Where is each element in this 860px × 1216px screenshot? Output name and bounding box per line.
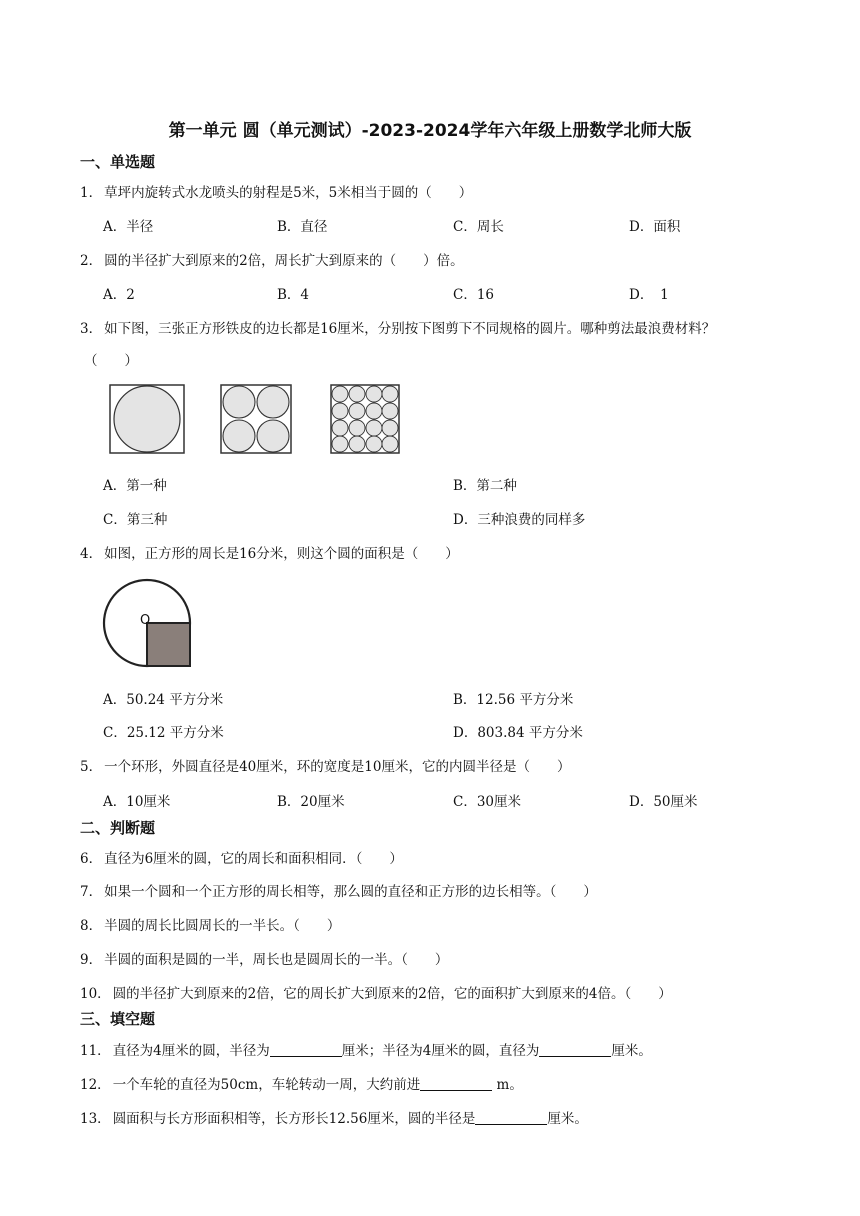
question-number: 8． [80, 918, 103, 934]
q4-option-d: D．803.84 平方分米 [453, 725, 583, 741]
q2-option-c: C．16 [453, 287, 495, 303]
question-text: 草坪内旋转式水龙喷头的射程是5米，5米相当于圆的（ ） [104, 185, 473, 201]
question-9 [80, 948, 448, 968]
q4-option-c: C．25.12 平方分米 [103, 725, 224, 741]
question-text: 直径为4厘米的圆，半径为 [112, 1043, 270, 1059]
question-number: 7． [80, 884, 103, 900]
question-2 [80, 249, 464, 269]
question-number: 5． [80, 759, 103, 775]
q2-option-d: D． 1 [629, 287, 669, 303]
q1-option-b: B．直径 [277, 219, 328, 235]
question-text: 厘米。 [547, 1111, 588, 1127]
question-text: 如下图，三张正方形铁皮的边长都是16厘米，分别按下图剪下不同规格的圆片。哪种剪法最浪费材料？ [104, 321, 716, 337]
square-four-circles-figure [219, 383, 295, 455]
question-10 [80, 982, 672, 1002]
question-7 [80, 880, 597, 900]
question-text: 圆的半径扩大到原来的2倍，周长扩大到原来的（ ）倍。 [104, 253, 464, 269]
question-13 [80, 1107, 588, 1127]
question-3-answer-blank: （ ） [84, 353, 138, 369]
question-8 [80, 914, 340, 934]
q1-option-d: D．面积 [629, 219, 681, 235]
q5-option-d: D．50厘米 [629, 794, 698, 810]
question-number: 9． [80, 952, 103, 968]
q3-option-d: D．三种浪费的同样多 [453, 512, 586, 528]
q5-option-a: A．10厘米 [103, 794, 171, 810]
question-6 [80, 847, 403, 867]
question-number: 3． [80, 321, 103, 337]
question-text: 圆面积与长方形面积相等，长方形长12.56厘米，圆的半径是 [112, 1111, 476, 1127]
q2-option-a: A．2 [103, 287, 135, 303]
question-text: m。 [492, 1077, 523, 1093]
question-text: 如果一个圆和一个正方形的周长相等，那么圆的直径和正方形的边长相等。（ ） [104, 884, 597, 900]
question-number: 2． [80, 253, 103, 269]
answer-blank [539, 1043, 611, 1057]
q3-option-b: B．第二种 [453, 478, 517, 494]
center-label: O [140, 613, 151, 628]
question-number: 13． [80, 1111, 111, 1127]
q1-option-c: C．周长 [453, 219, 504, 235]
answer-blank [420, 1077, 492, 1091]
question-3 [80, 317, 715, 337]
question-number: 1． [80, 185, 103, 201]
answer-blank [270, 1043, 342, 1057]
section-heading-fill-blank: 三、填空题 [80, 1010, 156, 1028]
q5-option-c: C．30厘米 [453, 794, 522, 810]
question-11 [80, 1039, 652, 1059]
section-heading-single-choice: 一、单选题 [80, 153, 156, 171]
question-text: 一个环形，外圆直径是40厘米，环的宽度是10厘米，它的内圆半径是（ ） [104, 759, 571, 775]
q2-option-b: B．4 [277, 287, 310, 303]
q3-option-a: A．第一种 [103, 478, 167, 494]
question-4 [80, 542, 459, 562]
section-heading-true-false: 二、判断题 [80, 819, 156, 837]
q5-option-b: B．20厘米 [277, 794, 345, 810]
question-text: 一个车轮的直径为50cm，车轮转动一周，大约前进 [112, 1077, 421, 1093]
question-number: 4． [80, 546, 103, 562]
square-one-circle-figure [108, 383, 188, 455]
question-text: 厘米。 [611, 1043, 652, 1059]
question-number: 10． [80, 986, 111, 1002]
question-text: 圆的半径扩大到原来的2倍，它的周长扩大到原来的2倍，它的面积扩大到原来的4倍。（ ） [112, 986, 672, 1002]
square-sixteen-circles-figure [329, 383, 401, 455]
question-text: 如图，正方形的周长是16分米，则这个圆的面积是（ ） [104, 546, 459, 562]
q4-option-b: B．12.56 平方分米 [453, 692, 574, 708]
question-text: 直径为6厘米的圆，它的周长和面积相同．（ ） [104, 851, 403, 867]
q4-option-a: A．50.24 平方分米 [103, 692, 224, 708]
page-title: 第一单元 圆（单元测试）-2023-2024学年六年级上册数学北师大版 [168, 121, 692, 141]
question-1 [80, 181, 472, 201]
q1-option-a: A．半径 [103, 219, 154, 235]
question-text: 半圆的周长比圆周长的一半长。（ ） [104, 918, 341, 934]
question-text: 厘米；半径为4厘米的圆，直径为 [341, 1043, 540, 1059]
question-text: 半圆的面积是圆的一半，周长也是圆周长的一半。（ ） [104, 952, 449, 968]
q3-option-c: C．第三种 [103, 512, 168, 528]
circle-with-square-figure [100, 576, 196, 672]
question-5 [80, 755, 570, 775]
question-number: 11． [80, 1043, 111, 1059]
question-number: 6． [80, 851, 103, 867]
question-12 [80, 1073, 523, 1093]
question-number: 12． [80, 1077, 111, 1093]
answer-blank [475, 1111, 547, 1125]
